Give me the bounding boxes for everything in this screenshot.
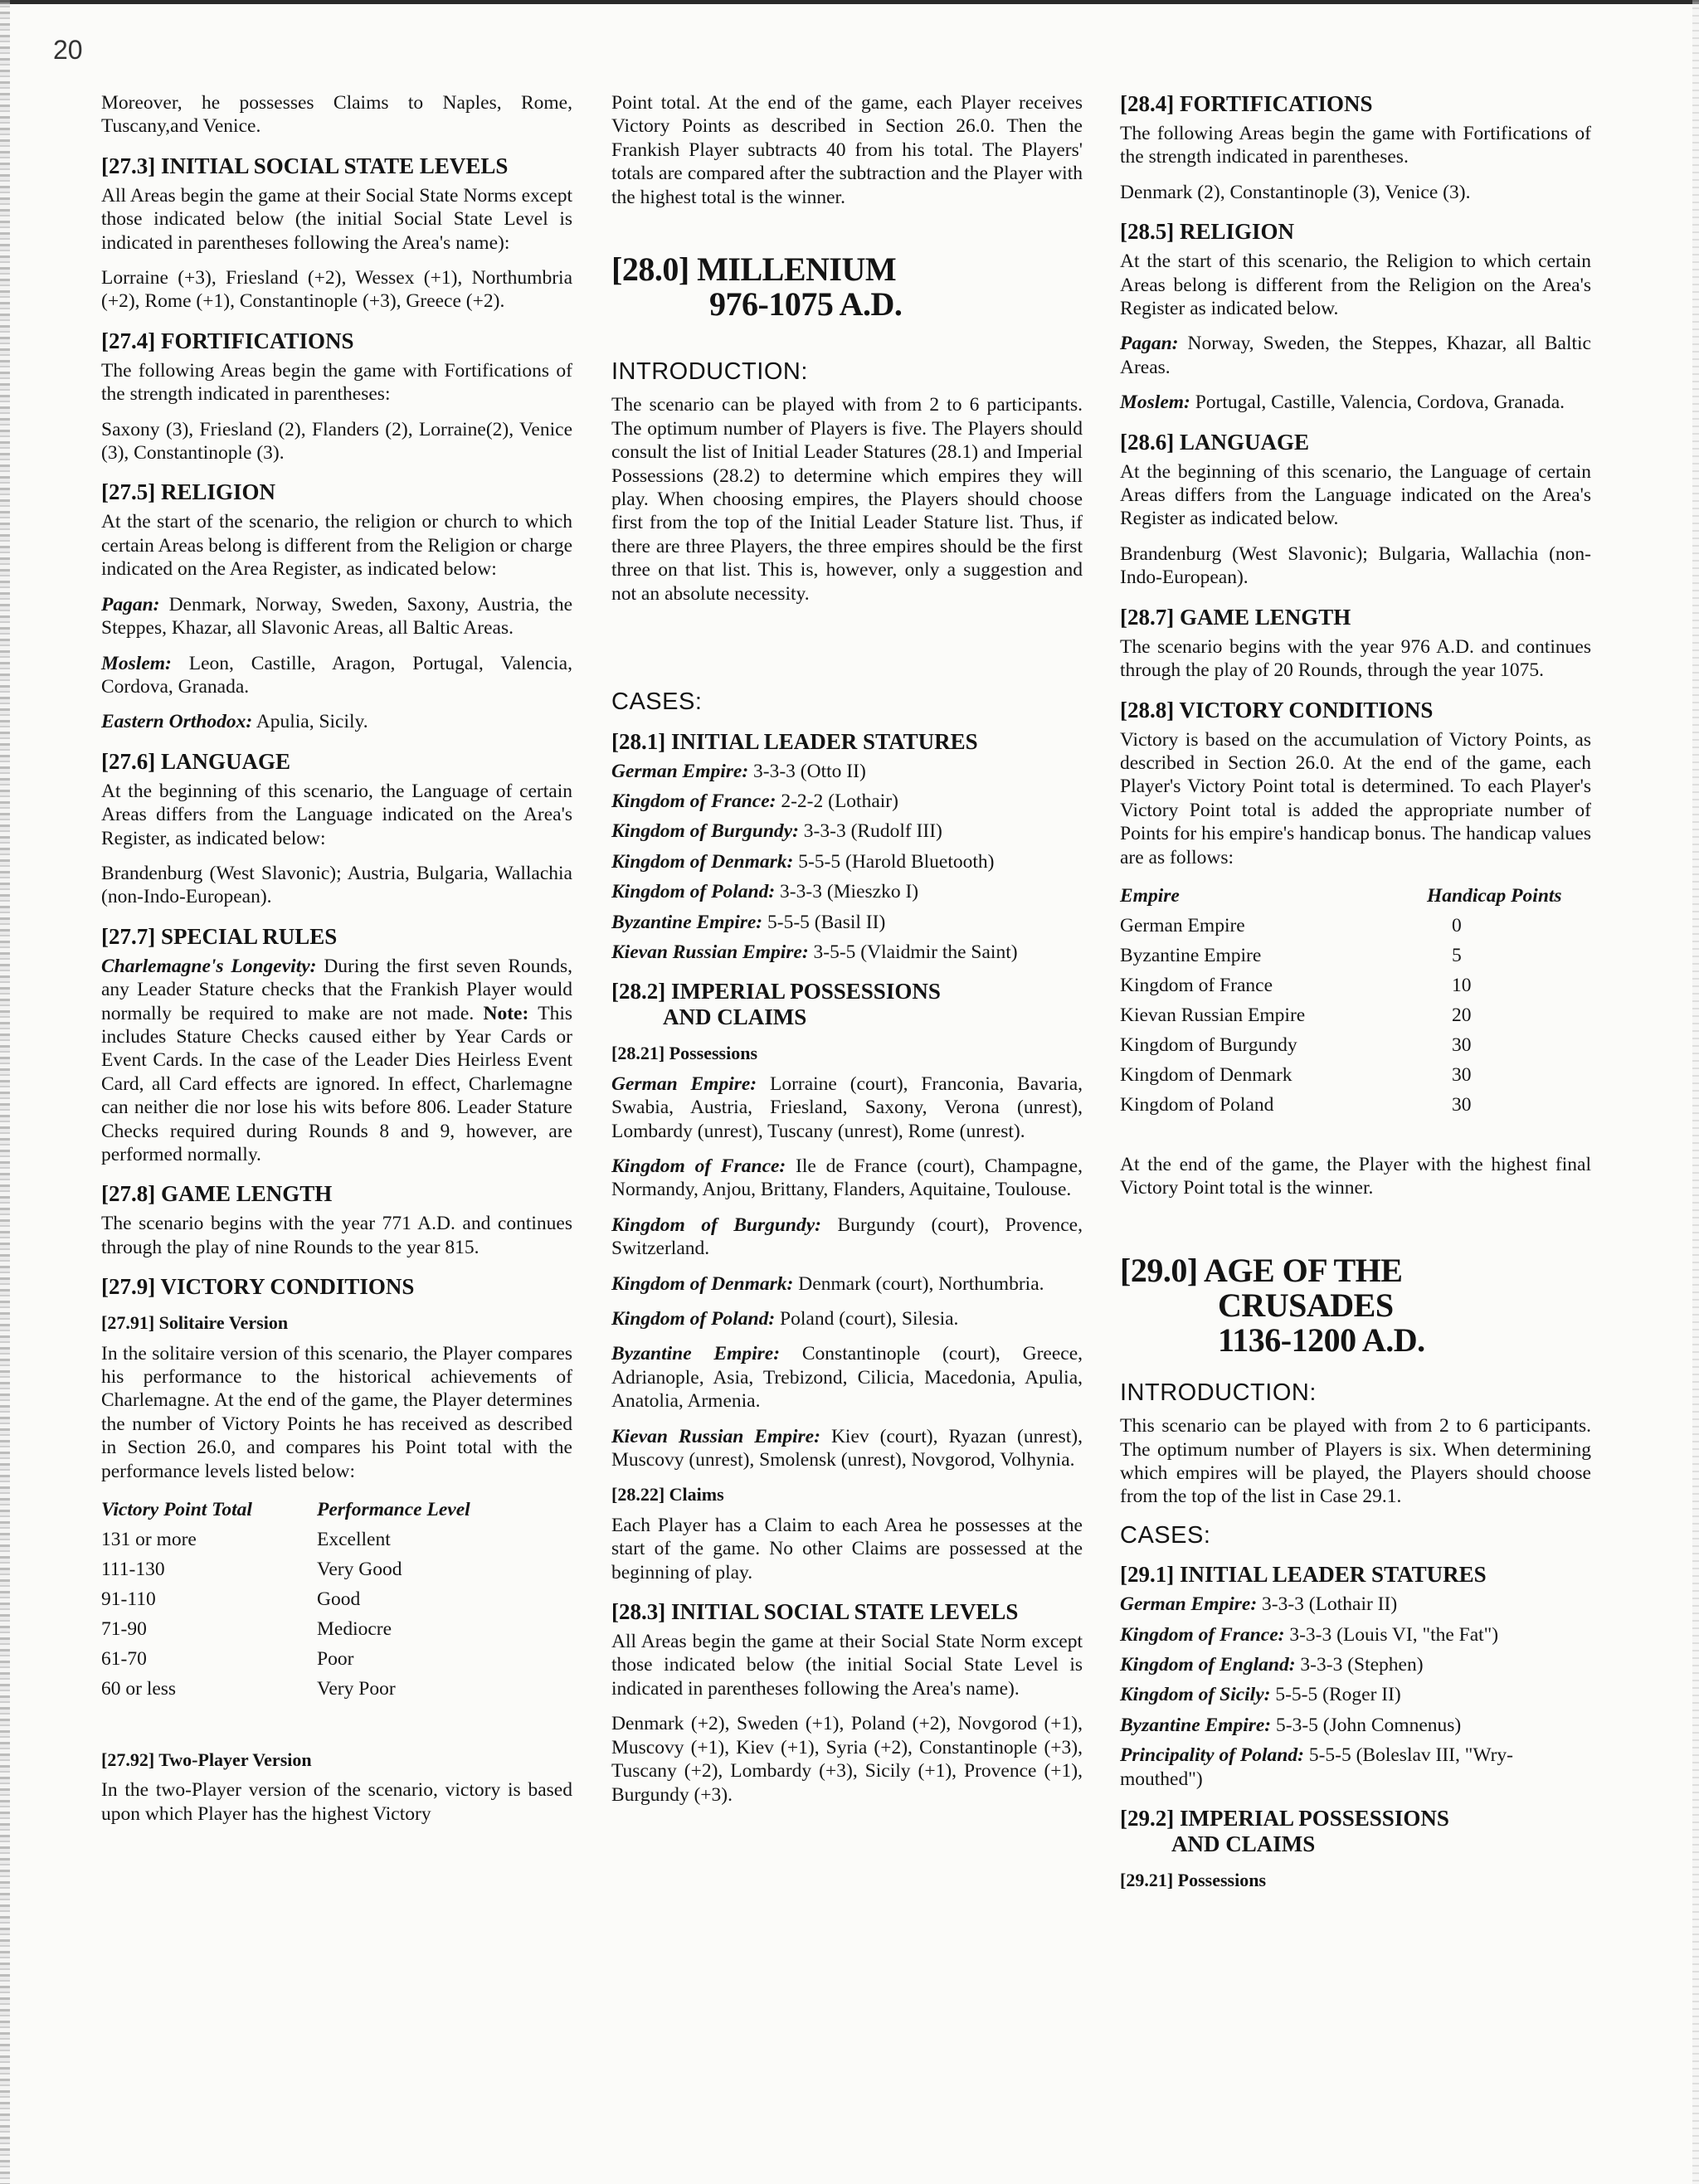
paragraph: The scenario can be played with from 2 to 6 participants. The optimum number of Players is five. The Players should consult the list of Initial Leader Statures (28.1) and Imperial Possessions (28.2) to determine which empires they will play. When choosing empires, the Players should choose first from the top of the Initial Leader Stature list. Thus, if there are three Players, the three empires should be the first three on that list. This is, however, only a suggestion and not an absolute necessity. [611,394,1083,605]
possession: Byzantine Empire: Constantinople (court), Greece, Adrianople, Asia, Trebizond, Cilicia, Macedonia, Apulia, Anatolia, Armenia. [611,1343,1083,1413]
paragraph: In the two-Player version of the scenario, victory is based upon which Player has the highest Victory [101,1779,572,1825]
paragraph: The scenario begins with the year 771 A.D. and continues through the play of nine Rounds to the year 815. [101,1213,572,1258]
scan-right-edge [1692,0,1699,2184]
section-heading: [27.4] FORTIFICATIONS [101,328,354,353]
section-heading: [28.6] LANGUAGE [1120,429,1309,455]
introduction-label: INTRODUCTION: [611,358,808,386]
leader-stature: Principality of Poland: 5-5-5 (Boleslav III, "Wry-mouthed") [1120,1744,1513,1790]
special-rules-text: Charlemagne's Longevity: During the first seven Rounds, any Leader Stature checks that the Frankish Player would normally be required to make are not made. Note: This includes Stature Checks caused either by Year Cards or Event Cards. In the case of the Leader Dies Heirless Event Card, all Card effects are ignored. In effect, Charlemagne can neither die nor lose his wits before 806. Leader Stature Checks required during Rounds 8 and 9, however, are performed normally. [101,955,573,1165]
paragraph: Moreover, he possesses Claims to Naples, Rome, Tuscany,and Venice. [101,92,572,138]
section-heading: [28.5] RELIGION [1120,219,1295,245]
subsection-heading: [29.21] Possessions [1120,1870,1267,1891]
table-header: Performance Level [317,1499,470,1521]
leader-stature: Kingdom of England: 3-3-3 (Stephen) [1120,1654,1424,1676]
paragraph: Denmark (2), Constantinople (3), Venice (3). [1120,181,1471,203]
leader-stature: Kingdom of France: 2-2-2 (Lothair) [611,790,898,812]
table-row: Byzantine Empire 5 [1120,944,1462,966]
religion-moslem: Moslem: Leon, Castille, Aragon, Portugal, Valencia, Cordova, Granada. [101,652,572,698]
table-row: Kingdom of Denmark 30 [1120,1063,1472,1086]
column-2 [611,91,1083,1818]
table-row: 60 or less Very Poor [101,1678,396,1700]
section-heading: [28.7] GAME LENGTH [1120,604,1351,630]
table-header-row [1120,881,1562,911]
paragraph: Victory is based on the accumulation of Victory Points, as described in Section 26.0. At the end of the game, each Player's Victory Point total is determined. To each Player's Victory Point total is added the appropriate number of Points for his empire's handicap bonus. The handicap values are as follows: [1120,728,1591,868]
leader-stature: Kingdom of Denmark: 5-5-5 (Harold Bluetooth) [611,850,995,873]
table-header: Victory Point Total [101,1499,252,1521]
leader-stature: German Empire: 3-3-3 (Lothair II) [1120,1593,1398,1616]
scenario-title: [28.0] MILLENIUM 976-1075 A.D. [611,251,903,323]
table-row: 91-110 Good [101,1588,361,1611]
table-row: Kingdom of Poland 30 [1120,1093,1472,1116]
section-heading: [27.7] SPECIAL RULES [101,923,338,949]
table-header: Handicap Points [1427,884,1562,907]
religion-pagan: Pagan: Denmark, Norway, Sweden, Saxony, Austria, the Steppes, Khazar, all Slavonic Areas, all Baltic Areas. [101,593,572,640]
section-heading: [27.3] INITIAL SOCIAL STATE LEVELS [101,153,509,178]
page-number: 20 [53,35,83,65]
section-heading: [27.9] VICTORY CONDITIONS [101,1274,415,1300]
performance-table [101,1495,470,1704]
section-heading: [27.8] GAME LENGTH [101,1181,333,1207]
scan-left-edge [0,0,10,2184]
leader-stature: Kingdom of Burgundy: 3-3-3 (Rudolf III) [611,820,942,843]
section-heading: [29.1] INITIAL LEADER STATURES [1120,1562,1487,1588]
leader-stature: Kingdom of France: 3-3-3 (Louis VI, "the Fat") [1120,1623,1499,1646]
table-row: Kingdom of France 10 [1120,974,1472,996]
paragraph: Each Player has a Claim to each Area he possesses at the start of the game. No other Claims are possessed at the beginning of play. [611,1514,1083,1583]
religion-orthodox: Eastern Orthodox: Apulia, Sicily. [101,711,368,733]
possession: German Empire: Lorraine (court), Franconia, Bavaria, Swabia, Austria, Friesland, Saxony, Verona (unrest), Lombardy (unrest), Tuscany (unrest), Rome (unrest). [611,1073,1083,1142]
section-heading: [28.2] IMPERIAL POSSESSIONS AND CLAIMS [611,979,941,1030]
paragraph: Brandenburg (West Slavonic); Bulgaria, Wallachia (non-Indo-European). [1120,542,1591,589]
possession: Kingdom of Poland: Poland (court), Silesia. [611,1308,959,1330]
introduction-label: INTRODUCTION: [1120,1379,1317,1406]
possession: Kingdom of France: Ile de France (court), Champagne, Normandy, Anjou, Brittany, Flanders, Aquitaine, Toulouse. [611,1155,1083,1201]
scenario-title: [29.0] AGE OF THE CRUSADES 1136-1200 A.D. [1120,1251,1425,1359]
table-row: 71-90 Mediocre [101,1618,392,1641]
section-heading: [28.4] FORTIFICATIONS [1120,91,1373,116]
table-row: Kingdom of Burgundy 30 [1120,1034,1472,1056]
column-1 [101,91,572,1837]
paragraph: At the beginning of this scenario, the Language of certain Areas differs from the Language indicated on the Area's Register, as indicated below: [101,780,572,849]
table-row: 61-70 Poor [101,1648,354,1671]
table-row: 111-130 Very Good [101,1559,402,1581]
table-header: Empire [1120,884,1180,907]
paragraph: At the start of the scenario, the religion or church to which certain Areas belong is different from the Religion or charge indicated on the Area Register, as indicated below: [101,511,572,581]
paragraph: All Areas begin the game at their Social State Norm except those indicated below (the initial Social State Level is indicated in parentheses following the Area's name). [611,1631,1083,1700]
religion-moslem: Moslem: Portugal, Castille, Valencia, Cordova, Granada. [1120,392,1565,414]
paragraph: The following Areas begin the game with Fortifications of the strength indicated in parentheses. [1120,123,1591,168]
table-row: German Empire 0 [1120,914,1462,936]
subsection-heading: [28.22] Claims [611,1484,724,1505]
leader-stature: Byzantine Empire: 5-3-5 (John Comnenus) [1120,1714,1462,1736]
column-3 [1120,91,1591,1899]
section-heading: [28.1] INITIAL LEADER STATURES [611,728,978,754]
section-heading: [28.8] VICTORY CONDITIONS [1120,697,1434,722]
paragraph: At the beginning of this scenario, the Language of certain Areas differs from the Language indicated on the Area's Register as indicated below. [1120,460,1591,530]
paragraph: Saxony (3), Friesland (2), Flanders (2), Lorraine(2), Venice (3), Constantinople (3). [101,418,572,465]
possession: Kievan Russian Empire: Kiev (court), Ryazan (unrest), Muscovy (unrest), Smolensk (unrest), Novgorod, Volhynia. [611,1425,1083,1471]
paragraph: This scenario can be played with from 2 to 6 participants. The optimum number of Players is six. When determining which empires will be played, the Players should choose from the top of the list in Case 29.1. [1120,1415,1591,1508]
possession: Kingdom of Burgundy: Burgundy (court), Provence, Switzerland. [611,1214,1083,1260]
table-row: 131 or more Excellent [101,1529,391,1551]
leader-stature: Byzantine Empire: 5-5-5 (Basil II) [611,911,886,933]
religion-pagan: Pagan: Norway, Sweden, the Steppes, Khazar, all Baltic Areas. [1120,333,1591,378]
section-heading: [29.2] IMPERIAL POSSESSIONS AND CLAIMS [1120,1806,1449,1857]
cases-label: CASES: [611,688,703,716]
paragraph: In the solitaire version of this scenario, the Player compares his performance to the historical achievements of Charlemagne. At the end of the game, the Player determines the number of Victory Points he has received as described in Section 26.0, and compares his Point total with the performance levels listed below: [101,1342,572,1482]
paragraph: Point total. At the end of the game, each Player receives Victory Points as described in Section 26.0. Then the Frankish Player subtracts 40 from his total. The Players' totals are compared after the subtraction and the Player with the highest total is the winner. [611,92,1083,208]
cases-label: CASES: [1120,1521,1211,1549]
leader-stature: Kingdom of Poland: 3-3-3 (Mieszko I) [611,881,919,903]
paragraph: All Areas begin the game at their Social State Norms except those indicated below (the initial Social State Level is indicated in parentheses following the Area's name): [101,184,572,254]
top-border [0,0,1699,4]
paragraph: Denmark (+2), Sweden (+1), Poland (+2), Novgorod (+1), Muscovy (+1), Kiev (+1), Syria (+2), Constantinople (+3), Tuscany (+2), Lombardy (+3), Sicily (+1), Provence (+1), Burgundy (+3). [611,1713,1083,1806]
section-heading: [27.6] LANGUAGE [101,748,290,774]
section-heading: [28.3] INITIAL SOCIAL STATE LEVELS [611,1599,1019,1625]
possession: Kingdom of Denmark: Denmark (court), Northumbria. [611,1272,1044,1295]
table-header-row [101,1495,470,1525]
leader-stature: German Empire: 3-3-3 (Otto II) [611,760,866,782]
paragraph: The following Areas begin the game with Fortifications of the strength indicated in parentheses: [101,359,572,406]
paragraph: Lorraine (+3), Friesland (+2), Wessex (+1), Northumbria (+2), Rome (+1), Constantinople (+3), Greece (+2). [101,267,572,313]
table-row: Kievan Russian Empire 20 [1120,1004,1472,1026]
subsection-heading: [27.92] Two-Player Version [101,1749,312,1771]
leader-stature: Kievan Russian Empire: 3-5-5 (Vlaidmir the Saint) [611,941,1018,963]
subsection-heading: [27.91] Solitaire Version [101,1312,289,1334]
paragraph: The scenario begins with the year 976 A.D. and continues through the play of 20 Rounds, through the year 1075. [1120,635,1591,682]
paragraph: At the start of this scenario, the Religion to which certain Areas belong is different from the Religion on the Area's Register as indicated below. [1120,251,1591,320]
paragraph: At the end of the game, the Player with the highest final Victory Point total is the winner. [1120,1153,1591,1199]
paragraph: Brandenburg (West Slavonic); Austria, Bulgaria, Wallachia (non-Indo-European). [101,862,572,908]
handicap-table [1120,881,1562,1120]
leader-stature: Kingdom of Sicily: 5-5-5 (Roger II) [1120,1684,1401,1706]
subsection-heading: [28.21] Possessions [611,1043,758,1064]
section-heading: [27.5] RELIGION [101,479,276,505]
